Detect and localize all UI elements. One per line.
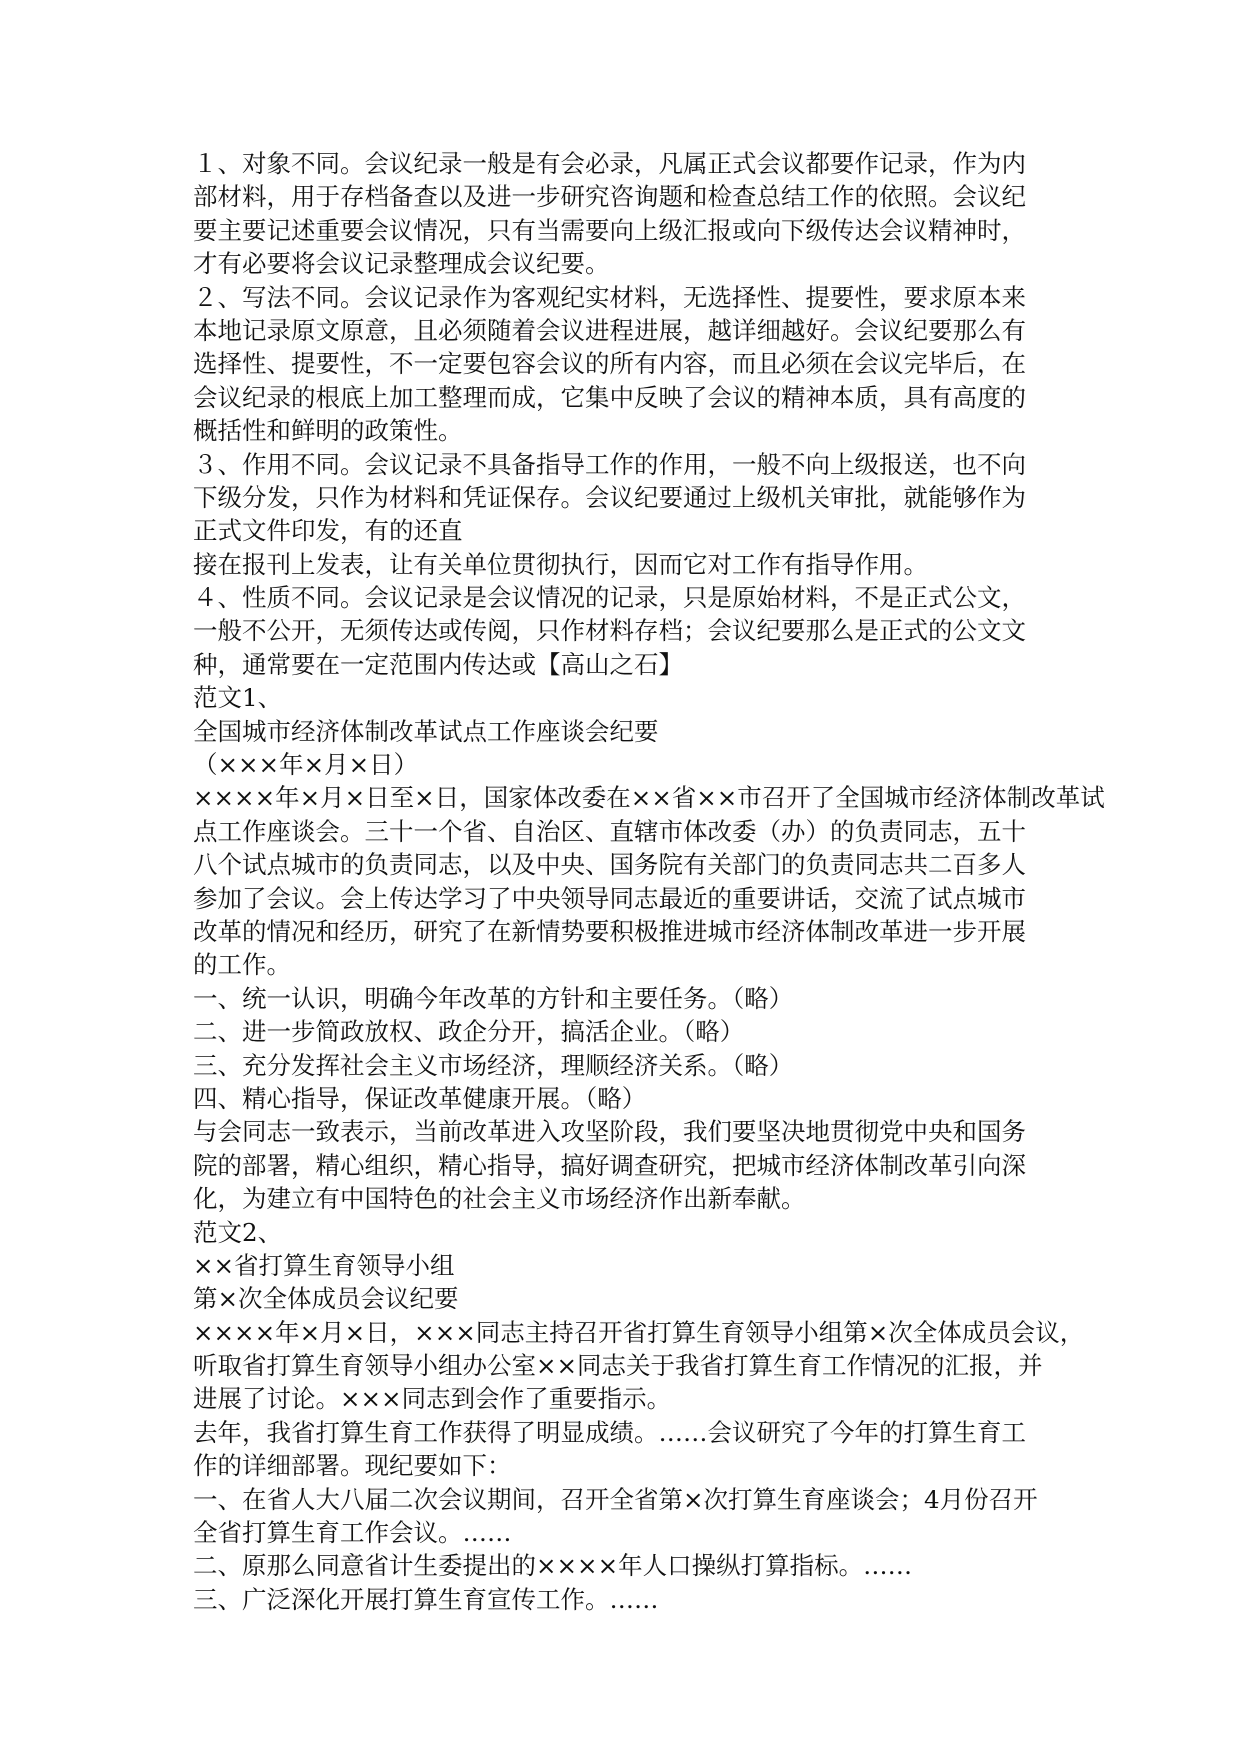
- text-line: 八个试点城市的负责同志，以及中央、国务院有关部门的负责同志共二百多人: [193, 850, 1026, 880]
- text-line: 概括性和鲜明的政策性。: [193, 416, 463, 446]
- list-item: 四、精心指导，保证改革健康开展。（略）: [193, 1083, 647, 1113]
- text-line: 正式文件印发，有的还直: [193, 516, 463, 546]
- section-heading: 范文1、: [193, 683, 283, 713]
- section-heading: 范文2、: [193, 1217, 283, 1247]
- document-title: ××省打算生育领导小组: [193, 1250, 455, 1280]
- text-line: 去年，我省打算生育工作获得了明显成绩。……会议研究了今年的打算生育工: [193, 1417, 1026, 1447]
- text-line: 接在报刊上发表，让有关单位贯彻执行，因而它对工作有指导作用。: [193, 549, 928, 579]
- list-item: 一、在省人大八届二次会议期间，召开全省第×次打算生育座谈会；4月份召开: [193, 1484, 1038, 1514]
- text-line: 改革的情况和经历，研究了在新情势要积极推进城市经济体制改革进一步开展: [193, 916, 1026, 946]
- text-line: 本地记录原文原意，且必须随着会议进程进展，越详细越好。会议纪要那么有: [193, 315, 1026, 345]
- text-line: 才有必要将会议记录整理成会议纪要。: [193, 249, 610, 279]
- text-line: 听取省打算生育领导小组办公室××同志关于我省打算生育工作情况的汇报，并: [193, 1351, 1043, 1381]
- text-line: 进展了讨论。×××同志到会作了重要指示。: [193, 1384, 672, 1414]
- text-line: 选择性、提要性，不一定要包容会议的所有内容，而且必须在会议完毕后，在: [193, 349, 1026, 379]
- text-line: 作的详细部署。现纪要如下：: [193, 1451, 512, 1481]
- text-line: ３、作用不同。会议记录不具备指导工作的作用，一般不向上级报送，也不向: [193, 449, 1026, 479]
- list-item: 二、进一步简政放权、政企分开，搞活企业。（略）: [193, 1017, 745, 1047]
- text-line: ４、性质不同。会议记录是会议情况的记录，只是原始材料，不是正式公文，: [193, 583, 1026, 613]
- text-line: 下级分发，只作为材料和凭证保存。会议纪要通过上级机关审批，就能够作为: [193, 482, 1026, 512]
- text-line: 种，通常要在一定范围内传达或【高山之石】: [193, 649, 683, 679]
- document-subtitle: 第×次全体成员会议纪要: [193, 1284, 459, 1314]
- text-line: 部材料，用于存档备查以及进一步研究咨询题和检查总结工作的依照。会议纪: [193, 182, 1026, 212]
- text-line: 参加了会议。会上传达学习了中央领导同志最近的重要讲话，交流了试点城市: [193, 883, 1026, 913]
- document-title: 全国城市经济体制改革试点工作座谈会纪要: [193, 716, 659, 746]
- text-line: 点工作座谈会。三十一个省、自治区、直辖市体改委（办）的负责同志，五十: [193, 816, 1026, 846]
- document-date: （×××年×月×日）: [193, 750, 419, 780]
- text-line: 的工作。: [193, 950, 291, 980]
- list-item: 一、统一认识，明确今年改革的方针和主要任务。（略）: [193, 983, 794, 1013]
- document-body: [193, 147, 1105, 1616]
- text-line: 一般不公开，无须传达或传阅，只作材料存档；会议纪要那么是正式的公文文: [193, 616, 1026, 646]
- text-line: ××××年×月×日，×××同志主持召开省打算生育领导小组第×次全体成员会议，: [193, 1317, 1085, 1347]
- list-item: 三、广泛深化开展打算生育宣传工作。……: [193, 1584, 659, 1614]
- list-item: 全省打算生育工作会议。……: [193, 1518, 512, 1548]
- list-item: 三、充分发挥社会主义市场经济，理顺经济关系。（略）: [193, 1050, 794, 1080]
- text-line: 会议纪录的根底上加工整理而成，它集中反映了会议的精神本质，具有高度的: [193, 382, 1026, 412]
- text-line: 与会同志一致表示，当前改革进入攻坚阶段，我们要坚决地贯彻党中央和国务: [193, 1117, 1026, 1147]
- text-line: ２、写法不同。会议记录作为客观纪实材料，无选择性、提要性，要求原本来: [193, 282, 1026, 312]
- text-line: ××××年×月×日至×日，国家体改委在××省××市召开了全国城市经济体制改革试: [193, 783, 1105, 813]
- text-line: １、对象不同。会议纪录一般是有会必录，凡属正式会议都要作记录，作为内: [193, 149, 1026, 178]
- text-line: 院的部署，精心组织，精心指导，搞好调查研究，把城市经济体制改革引向深: [193, 1150, 1026, 1180]
- text-line: 化，为建立有中国特色的社会主义市场经济作出新奉献。: [193, 1184, 806, 1214]
- list-item: 二、原那么同意省计生委提出的××××年人口操纵打算指标。……: [193, 1551, 913, 1581]
- text-line: 要主要记述重要会议情况，只有当需要向上级汇报或向下级传达会议精神时，: [193, 215, 1026, 245]
